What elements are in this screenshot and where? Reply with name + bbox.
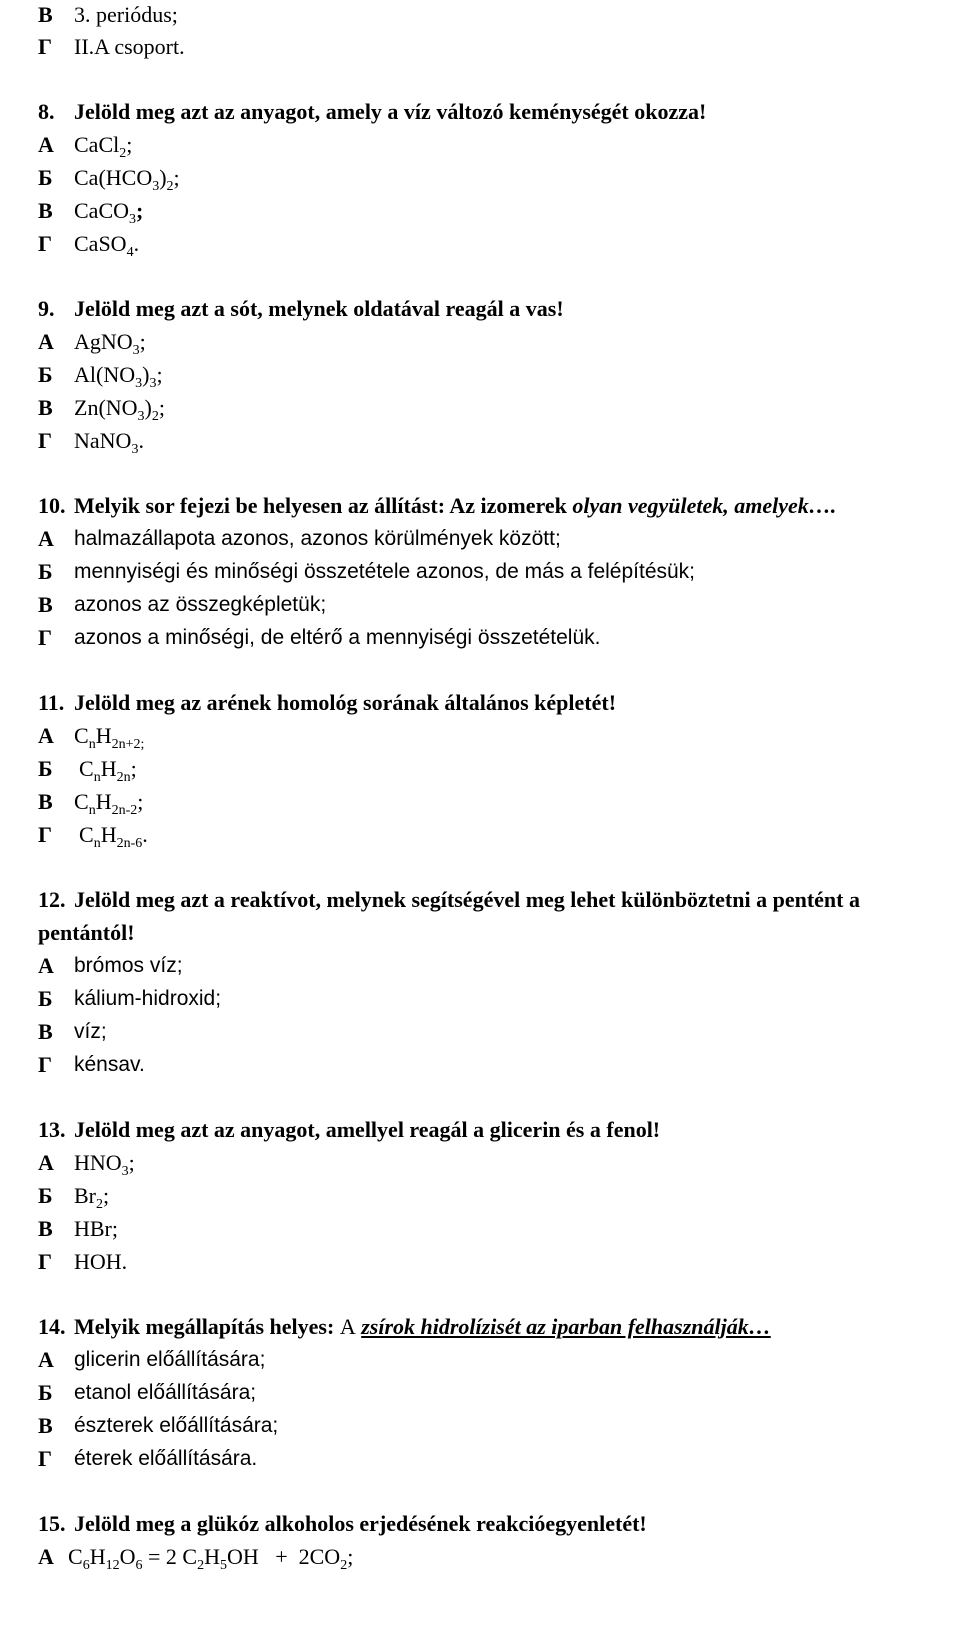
question-text: Melyik megállapítás helyes: A zsírok hidrolízisét az iparban felhasználják… (74, 1314, 771, 1339)
option-letter: Б (38, 1380, 53, 1405)
option-text: azonos az összegképletük; (74, 593, 327, 616)
option-letter: Б (38, 362, 53, 387)
option-equation: $C_6H_{12}O_6 = 2$ $C_2H_5OH + 2CO_2$; (68, 1544, 354, 1573)
question-number: 9. (38, 296, 55, 321)
option-letter: Г (38, 625, 52, 650)
option-letter: В (38, 789, 53, 814)
question-text: Jelöld meg az arének homológ sorának általános képletét! (74, 690, 617, 715)
option-formula: $C_nH_{2n-2}$; (74, 789, 144, 818)
option-formula: $Al(NO_3)_3$; (74, 362, 163, 391)
option-letter: А (38, 329, 54, 354)
statement-italic: olyan vegyületek, amelyek…. (572, 493, 837, 518)
question-number: 10. (38, 493, 66, 518)
option-text: glicerin előállítására; (74, 1348, 266, 1371)
option-formula: AgNO$_3$; (74, 329, 146, 358)
option-letter: А (38, 1544, 54, 1569)
question-text: Jelöld meg a glükóz alkoholos erjedésének reakcióegyenletét! (74, 1511, 647, 1536)
option-letter: А (38, 1150, 54, 1175)
option-text: mennyiségi és minőségi összetétele azonos, de más a felépítésük; (74, 560, 696, 583)
option-text: víz; (74, 1020, 107, 1043)
option-formula: CaSO$_4$. (74, 231, 140, 260)
option-text: brómos víz; (74, 954, 183, 977)
option-letter: Б (38, 1183, 53, 1208)
option-text: kénsav. (74, 1053, 145, 1076)
option-text: etanol előállítására; (74, 1381, 257, 1404)
question-text: Jelöld meg azt a sót, melynek oldatával reagál a vas! (74, 296, 564, 321)
option-text: halmazállapota azonos, azonos körülmények között; (74, 527, 561, 550)
question-number: 8. (38, 99, 55, 124)
option-formula: CaCl$_2$; (74, 132, 133, 161)
option-letter: Г (38, 1052, 52, 1077)
option-text: kálium-hidroxid; (74, 987, 222, 1010)
question-number: 14. (38, 1314, 66, 1339)
question-number: 13. (38, 1117, 66, 1142)
option-letter: В (38, 395, 53, 420)
option-text: HBr; (74, 1216, 118, 1241)
option-text: 3. periódus; (74, 2, 178, 27)
option-letter: Г (38, 1249, 52, 1274)
option-text: II.A csoport. (74, 34, 185, 59)
option-letter: А (38, 526, 54, 551)
option-letter: Г (38, 822, 52, 847)
statement-italic: zsírok hidrolízisét az iparban felhasználják… (361, 1314, 771, 1339)
option-letter: Г (38, 34, 52, 59)
option-letter: В (38, 1413, 53, 1438)
option-letter: А (38, 1347, 54, 1372)
option-formula: $C_nH_{2n}$; (79, 756, 137, 785)
option-text: éterek előállítására. (74, 1447, 258, 1470)
option-letter: А (38, 723, 54, 748)
question-text-line2: pentántól! (38, 920, 135, 945)
option-text: HOH. (74, 1249, 128, 1274)
option-formula: $Zn(NO_3)_2$; (74, 395, 165, 424)
question-text: Jelöld meg azt az anyagot, amely a víz változó keménységét okozza! (74, 99, 707, 124)
option-letter: А (38, 132, 54, 157)
option-letter: Б (38, 756, 53, 781)
option-letter: В (38, 2, 53, 27)
statement-plain: Az izomerek (449, 493, 567, 518)
option-letter: Г (38, 428, 52, 453)
question-number: 12. (38, 887, 66, 912)
option-letter: В (38, 198, 53, 223)
option-formula: $Ca(HCO_3)_2$; (74, 165, 180, 194)
statement-plain: A (339, 1314, 356, 1339)
option-letter: Г (38, 231, 52, 256)
option-letter: Б (38, 559, 53, 584)
option-letter: Б (38, 986, 53, 1011)
option-formula: $C_nH_{2n-6}$. (79, 822, 148, 851)
option-formula: CaCO$_3$; (74, 198, 144, 227)
option-letter: Б (38, 165, 53, 190)
option-formula: $HNO_3$; (74, 1150, 135, 1179)
question-text: Melyik sor fejezi be helyesen az állítást: Az izomerek olyan vegyületek, amelyek…. (74, 493, 837, 518)
option-formula: $Br_2$; (74, 1183, 110, 1212)
question-text-line1: Jelöld meg azt a reaktívot, melynek segítségével meg lehet különböztetni a pentént a (74, 887, 860, 912)
option-text: észterek előállítására; (74, 1414, 279, 1437)
option-letter: Г (38, 1446, 52, 1471)
option-formula: NaNO$_3$. (74, 428, 144, 457)
option-letter: А (38, 953, 54, 978)
option-formula: $C_nH_{2n+2;}$ (74, 723, 145, 752)
option-letter: В (38, 1216, 53, 1241)
question-number: 11. (38, 690, 65, 715)
option-letter: В (38, 1019, 53, 1044)
option-text: azonos a minőségi, de eltérő a mennyiségi összetételük. (74, 626, 601, 649)
question-number: 15. (38, 1511, 66, 1536)
option-letter: В (38, 592, 53, 617)
question-text: Jelöld meg azt az anyagot, amellyel reagál a glicerin és a fenol! (74, 1117, 661, 1142)
